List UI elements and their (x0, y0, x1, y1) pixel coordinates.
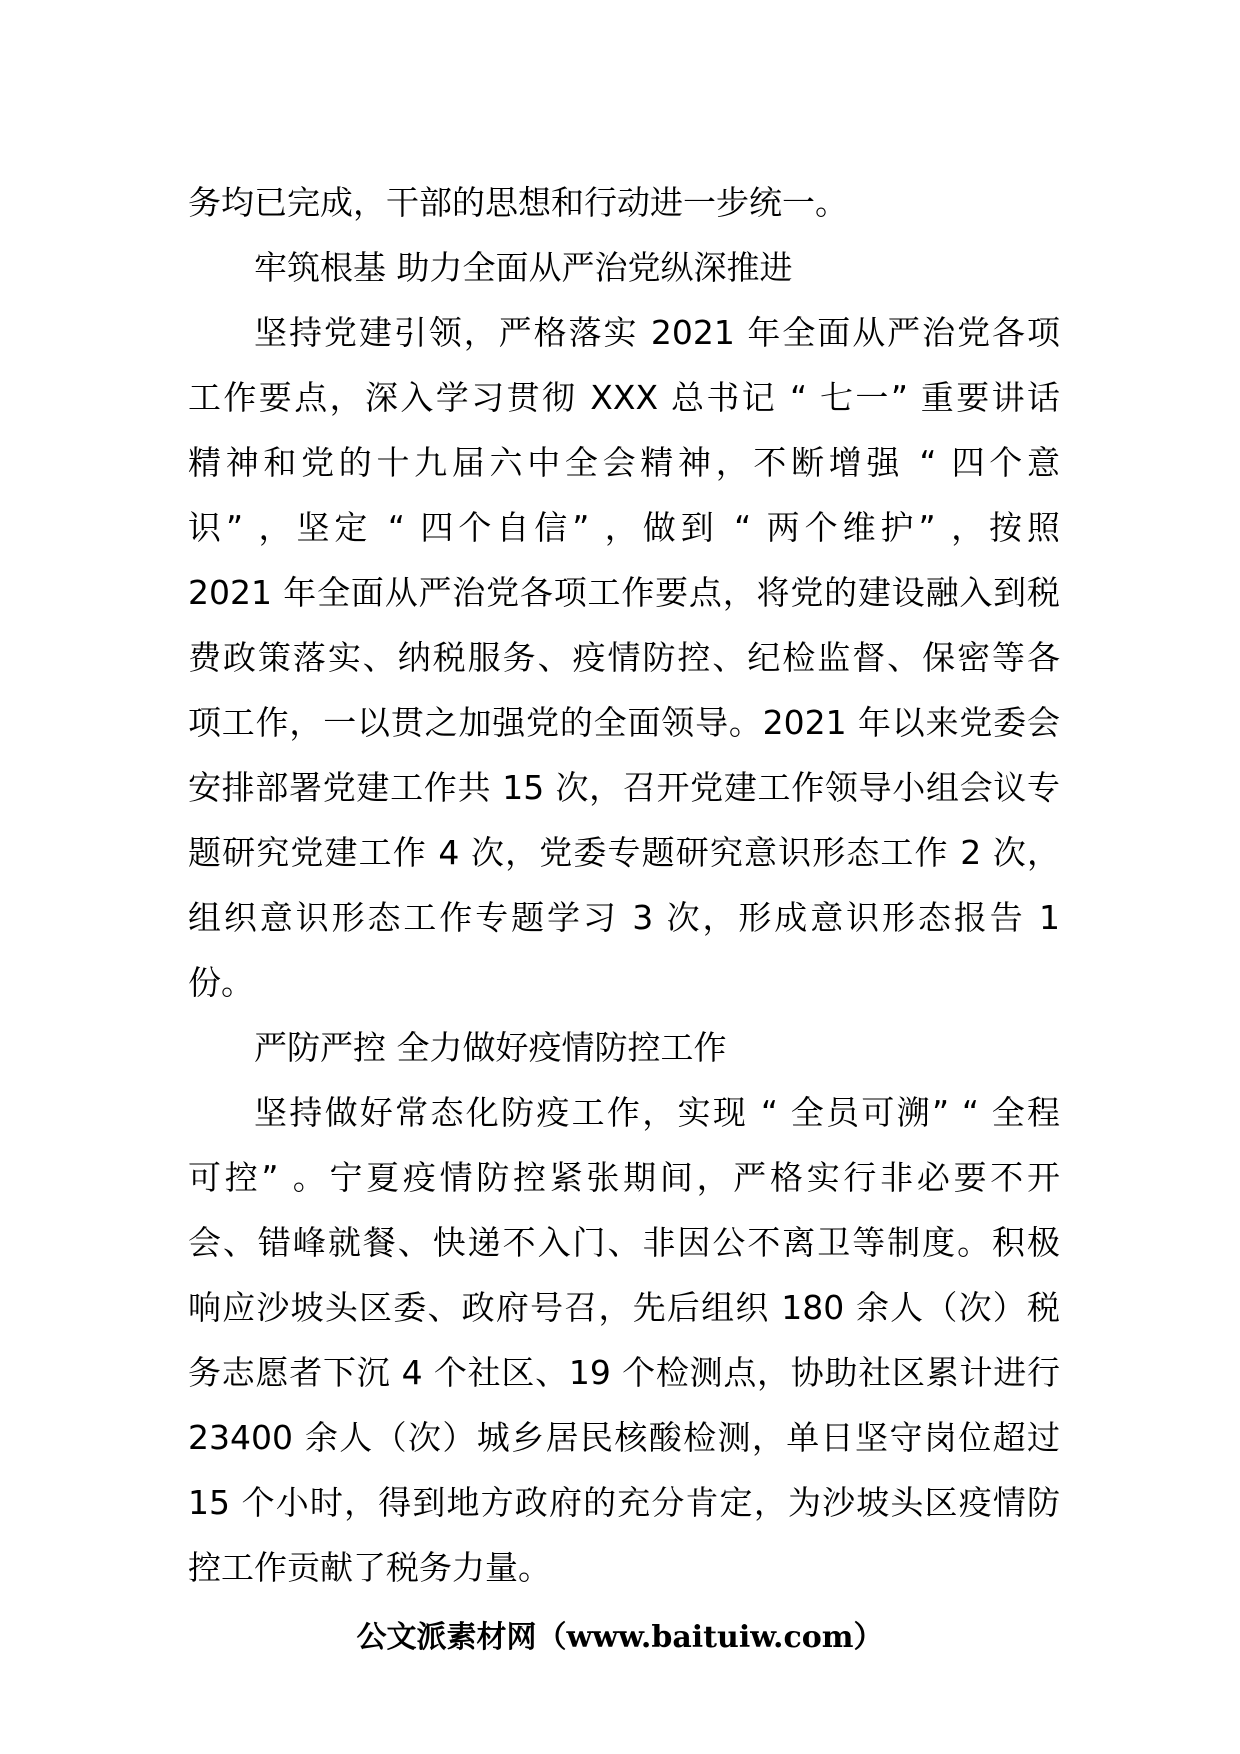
paragraph-line: 组织意识形态工作专题学习 3 次，形成意识形态报告 1 (188, 898, 1060, 937)
paragraph-line: 费政策落实、纳税服务、疫情防控、纪检监督、保密等各 (188, 638, 1060, 677)
document-body (188, 170, 1060, 1600)
paragraph-line: 务均已完成，干部的思想和行动进一步统一。 (188, 183, 848, 222)
paragraph-line: 识” ，坚定 “ 四个自信” ，做到 “ 两个维护” ，按照 (188, 508, 1060, 547)
paragraph-line: 响应沙坡头区委、政府号召，先后组织 180 余人（次）税 (188, 1288, 1060, 1327)
footer-watermark: 公文派素材网（www.baituiw.com） (356, 1620, 884, 1655)
paragraph-line: 安排部署党建工作共 15 次，召开党建工作领导小组会议专 (188, 768, 1060, 807)
paragraph-line: 务志愿者下沉 4 个社区、19 个检测点，协助社区累计进行 (188, 1353, 1060, 1392)
paragraph-line: 会、错峰就餐、快递不入门、非因公不离卫等制度。积极 (188, 1223, 1060, 1262)
paragraph-line: 题研究党建工作 4 次，党委专题研究意识形态工作 2 次， (188, 833, 1060, 872)
paragraph-line: 23400 余人（次）城乡居民核酸检测，单日坚守岗位超过 (188, 1418, 1060, 1457)
paragraph-line: 工作要点，深入学习贯彻 XXX 总书记 “ 七一” 重要讲话 (188, 378, 1060, 417)
section-heading: 牢筑根基 助力全面从严治党纵深推进 (254, 248, 793, 287)
section-heading: 严防严控 全力做好疫情防控工作 (254, 1028, 727, 1067)
paragraph-line: 精神和党的十九届六中全会精神，不断增强 “ 四个意 (188, 443, 1060, 482)
paragraph-line: 可控” 。宁夏疫情防控紧张期间，严格实行非必要不开 (188, 1158, 1060, 1197)
paragraph-line: 份。 (188, 963, 254, 1002)
paragraph-line: 控工作贡献了税务力量。 (188, 1548, 551, 1587)
paragraph-line: 15 个小时，得到地方政府的充分肯定，为沙坡头区疫情防 (188, 1483, 1060, 1522)
paragraph-line: 项工作，一以贯之加强党的全面领导。2021 年以来党委会 (188, 703, 1060, 742)
paragraph-line: 2021 年全面从严治党各项工作要点，将党的建设融入到税 (188, 573, 1060, 612)
paragraph-line: 坚持党建引领，严格落实 2021 年全面从严治党各项 (254, 313, 1060, 352)
paragraph-line: 坚持做好常态化防疫工作，实现 “ 全员可溯” “ 全程 (254, 1093, 1060, 1132)
